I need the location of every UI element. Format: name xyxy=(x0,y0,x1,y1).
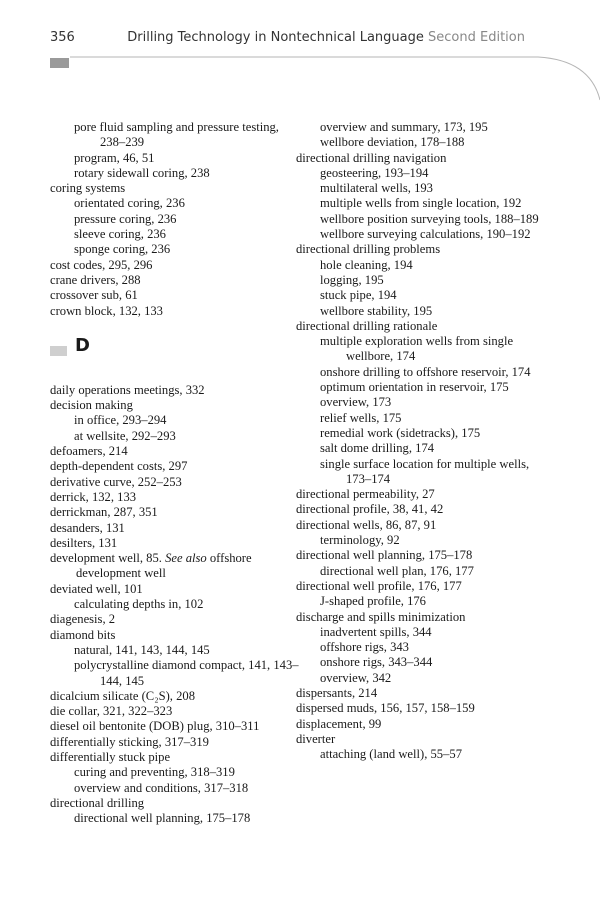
entry-text: die collar, 321, 322–323 xyxy=(50,704,173,719)
entry-text: wellbore stability, 195 xyxy=(320,303,433,318)
index-entry xyxy=(50,582,300,597)
entry-text: cost codes, 295, 296 xyxy=(50,257,153,272)
entry-text: overview and summary, 173, 195 xyxy=(320,120,488,134)
index-column-right xyxy=(296,120,546,762)
entry-text: pore fluid sampling and pressure testing, 238–239 xyxy=(74,120,279,150)
index-subentry xyxy=(50,643,300,658)
entry-text: diverter xyxy=(296,731,336,746)
entry-text: displacement, 99 xyxy=(296,716,382,731)
entry-text: multiple wells from single location, 192 xyxy=(320,196,522,211)
index-subentry xyxy=(296,411,546,426)
entry-text: discharge and spills minimization xyxy=(296,609,466,624)
left-entries-d xyxy=(50,383,300,827)
index-subentry xyxy=(296,273,546,288)
index-column-left xyxy=(50,120,300,826)
index-entry xyxy=(50,444,300,459)
index-entry xyxy=(296,548,546,563)
index-subentry xyxy=(296,258,546,273)
entry-text: development well, 85. xyxy=(50,551,162,566)
index-subentry xyxy=(296,166,546,181)
entry-text: curing and preventing, 318–319 xyxy=(74,765,235,780)
index-entry xyxy=(50,505,300,520)
index-subentry xyxy=(50,658,300,689)
entry-text: onshore drilling to offshore reservoir, 174 xyxy=(320,364,531,379)
index-subentry xyxy=(296,395,546,410)
entry-text: directional well profile, 176, 177 xyxy=(296,578,462,593)
entry-text: hole cleaning, 194 xyxy=(320,257,413,272)
entry-text: directional well planning, 175–178 xyxy=(74,811,251,826)
entry-text: directional drilling rationale xyxy=(296,318,438,333)
index-subentry xyxy=(296,212,546,227)
right-entries xyxy=(296,120,546,762)
entry-text: natural, 141, 143, 144, 145 xyxy=(74,642,210,657)
index-subentry xyxy=(50,765,300,780)
entry-text: dispersants, 214 xyxy=(296,685,378,700)
entry-text: derrickman, 287, 351 xyxy=(50,505,158,520)
index-subentry xyxy=(50,227,300,242)
entry-text: directional profile, 38, 41, 42 xyxy=(296,502,444,517)
index-entry xyxy=(50,490,300,505)
index-entry xyxy=(296,487,546,502)
entry-text: rotary sidewall coring, 238 xyxy=(74,165,210,180)
entry-text: relief wells, 175 xyxy=(320,410,402,425)
entry-text: directional wells, 86, 87, 91 xyxy=(296,517,437,532)
index-entry xyxy=(296,151,546,166)
index-subentry xyxy=(296,120,546,135)
index-entry xyxy=(50,689,300,704)
entry-text: sleeve coring, 236 xyxy=(74,227,166,242)
index-subentry xyxy=(296,304,546,319)
index-subentry xyxy=(296,380,546,395)
entry-text: program, 46, 51 xyxy=(74,150,155,165)
entry-text: directional drilling problems xyxy=(296,242,441,257)
index-subentry xyxy=(296,655,546,670)
index-entry xyxy=(50,288,300,303)
left-entries-c xyxy=(50,120,300,319)
index-entry xyxy=(50,704,300,719)
book-edition: Second Edition xyxy=(428,30,525,45)
index-entry xyxy=(50,612,300,627)
index-subentry xyxy=(296,564,546,579)
book-title-text: Drilling Technology in Nontechnical Language xyxy=(127,30,424,45)
index-subentry xyxy=(296,594,546,609)
entry-text: wellbore position surveying tools, 188–189 xyxy=(320,211,539,226)
index-subentry xyxy=(50,811,300,826)
index-subentry xyxy=(296,671,546,686)
index-subentry xyxy=(296,457,546,488)
entry-text: onshore rigs, 343–344 xyxy=(320,655,433,670)
index-entry xyxy=(296,502,546,517)
index-entry xyxy=(50,383,300,398)
entry-text: geosteering, 193–194 xyxy=(320,165,429,180)
index-subentry xyxy=(296,196,546,211)
entry-text: directional drilling navigation xyxy=(296,150,447,165)
index-subentry xyxy=(296,533,546,548)
entry-text: derrick, 132, 133 xyxy=(50,489,137,504)
index-entry xyxy=(296,579,546,594)
index-subentry xyxy=(50,166,300,181)
index-subentry xyxy=(50,151,300,166)
section-letter: D xyxy=(75,334,90,356)
index-subentry xyxy=(296,288,546,303)
index-subentry xyxy=(296,365,546,380)
index-entry xyxy=(50,398,300,413)
index-subentry xyxy=(50,413,300,428)
index-subentry xyxy=(50,242,300,257)
entry-text: differentially stuck pipe xyxy=(50,749,171,764)
entry-text: dicalcium silicate (C₂S), 208 xyxy=(50,688,195,703)
entry-text: calculating depths in, 102 xyxy=(74,597,204,612)
index-subentry xyxy=(296,426,546,441)
index-subentry xyxy=(50,120,300,151)
entry-text: optimum orientation in reservoir, 175 xyxy=(320,380,509,395)
index-entry xyxy=(50,459,300,474)
entry-text: directional well plan, 176, 177 xyxy=(320,563,474,578)
index-entry xyxy=(296,686,546,701)
entry-text: desanders, 131 xyxy=(50,520,125,535)
entry-text: attaching (land well), 55–57 xyxy=(320,747,462,762)
index-entry xyxy=(50,551,300,582)
entry-text: wellbore surveying calculations, 190–192 xyxy=(320,227,531,242)
entry-text: pressure coring, 236 xyxy=(74,211,177,226)
entry-text: inadvertent spills, 344 xyxy=(320,624,432,639)
section-heading-d xyxy=(50,329,300,377)
entry-text: dispersed muds, 156, 157, 158–159 xyxy=(296,701,475,716)
entry-text: multilateral wells, 193 xyxy=(320,181,433,196)
entry-text: single surface location for multiple wells, 173–174 xyxy=(320,456,530,486)
index-subentry xyxy=(296,640,546,655)
entry-text: logging, 195 xyxy=(320,272,384,287)
entry-text: diagenesis, 2 xyxy=(50,612,116,627)
entry-text: sponge coring, 236 xyxy=(74,242,171,257)
entry-text: differentially sticking, 317–319 xyxy=(50,734,209,749)
index-entry xyxy=(296,518,546,533)
page-number: 356 xyxy=(50,30,75,45)
index-entry xyxy=(50,258,300,273)
entry-text: daily operations meetings, 332 xyxy=(50,382,205,397)
entry-text: directional drilling xyxy=(50,795,145,810)
index-subentry xyxy=(50,212,300,227)
index-subentry xyxy=(296,747,546,762)
entry-text: derivative curve, 252–253 xyxy=(50,474,182,489)
index-entry xyxy=(50,735,300,750)
entry-text: defoamers, 214 xyxy=(50,444,128,459)
index-subentry xyxy=(296,625,546,640)
entry-text: deviated well, 101 xyxy=(50,581,143,596)
section-marker-bar xyxy=(50,346,67,356)
index-entry xyxy=(296,717,546,732)
see-also-label: See also xyxy=(165,551,207,566)
entry-text: crane drivers, 288 xyxy=(50,272,141,287)
index-entry xyxy=(50,273,300,288)
index-entry xyxy=(50,719,300,734)
entry-text: crown block, 132, 133 xyxy=(50,303,163,318)
index-entry xyxy=(50,521,300,536)
entry-text: overview and conditions, 317–318 xyxy=(74,780,249,795)
index-entry xyxy=(50,750,300,765)
index-entry xyxy=(50,304,300,319)
running-head xyxy=(50,30,525,50)
entry-text: multiple exploration wells from single wellbore, 174 xyxy=(320,334,514,364)
entry-text: J-shaped profile, 176 xyxy=(320,594,426,609)
index-entry xyxy=(50,796,300,811)
index-subentry xyxy=(50,597,300,612)
index-entry xyxy=(50,536,300,551)
entry-text: diamond bits xyxy=(50,627,116,642)
entry-text: wellbore deviation, 178–188 xyxy=(320,135,465,150)
entry-text: polycrystalline diamond compact, 141, 143–144, 145 xyxy=(74,658,299,688)
index-entry xyxy=(296,732,546,747)
entry-text: diesel oil bentonite (DOB) plug, 310–311 xyxy=(50,719,260,734)
entry-text: coring systems xyxy=(50,181,126,196)
entry-text: overview, 342 xyxy=(320,670,392,685)
header-marker-bar xyxy=(50,58,69,68)
index-entry xyxy=(50,628,300,643)
entry-text: directional permeability, 27 xyxy=(296,487,435,502)
entry-text: stuck pipe, 194 xyxy=(320,288,397,303)
entry-text: salt dome drilling, 174 xyxy=(320,441,435,456)
entry-text: at wellsite, 292–293 xyxy=(74,428,176,443)
index-entry xyxy=(50,475,300,490)
entry-text: terminology, 92 xyxy=(320,533,400,548)
entry-text: overview, 173 xyxy=(320,395,392,410)
index-entry xyxy=(50,181,300,196)
index-entry xyxy=(296,242,546,257)
index-subentry xyxy=(50,429,300,444)
index-entry xyxy=(296,610,546,625)
index-entry xyxy=(296,319,546,334)
index-entry xyxy=(296,701,546,716)
see-also-target: offshore development well xyxy=(76,551,252,581)
entry-text: crossover sub, 61 xyxy=(50,288,138,303)
index-subentry xyxy=(296,441,546,456)
index-subentry xyxy=(296,135,546,150)
index-subentry xyxy=(296,334,546,365)
index-subentry xyxy=(50,781,300,796)
entry-text: remedial work (sidetracks), 175 xyxy=(320,425,481,440)
entry-text: in office, 293–294 xyxy=(74,413,167,428)
book-title xyxy=(127,30,525,45)
entry-text: desilters, 131 xyxy=(50,535,118,550)
entry-text: directional well planning, 175–178 xyxy=(296,548,473,563)
entry-text: orientated coring, 236 xyxy=(74,196,185,211)
entry-text: offshore rigs, 343 xyxy=(320,640,409,655)
entry-text: decision making xyxy=(50,398,133,413)
index-subentry xyxy=(296,181,546,196)
entry-text: depth-dependent costs, 297 xyxy=(50,459,188,474)
index-subentry xyxy=(50,196,300,211)
index-subentry xyxy=(296,227,546,242)
